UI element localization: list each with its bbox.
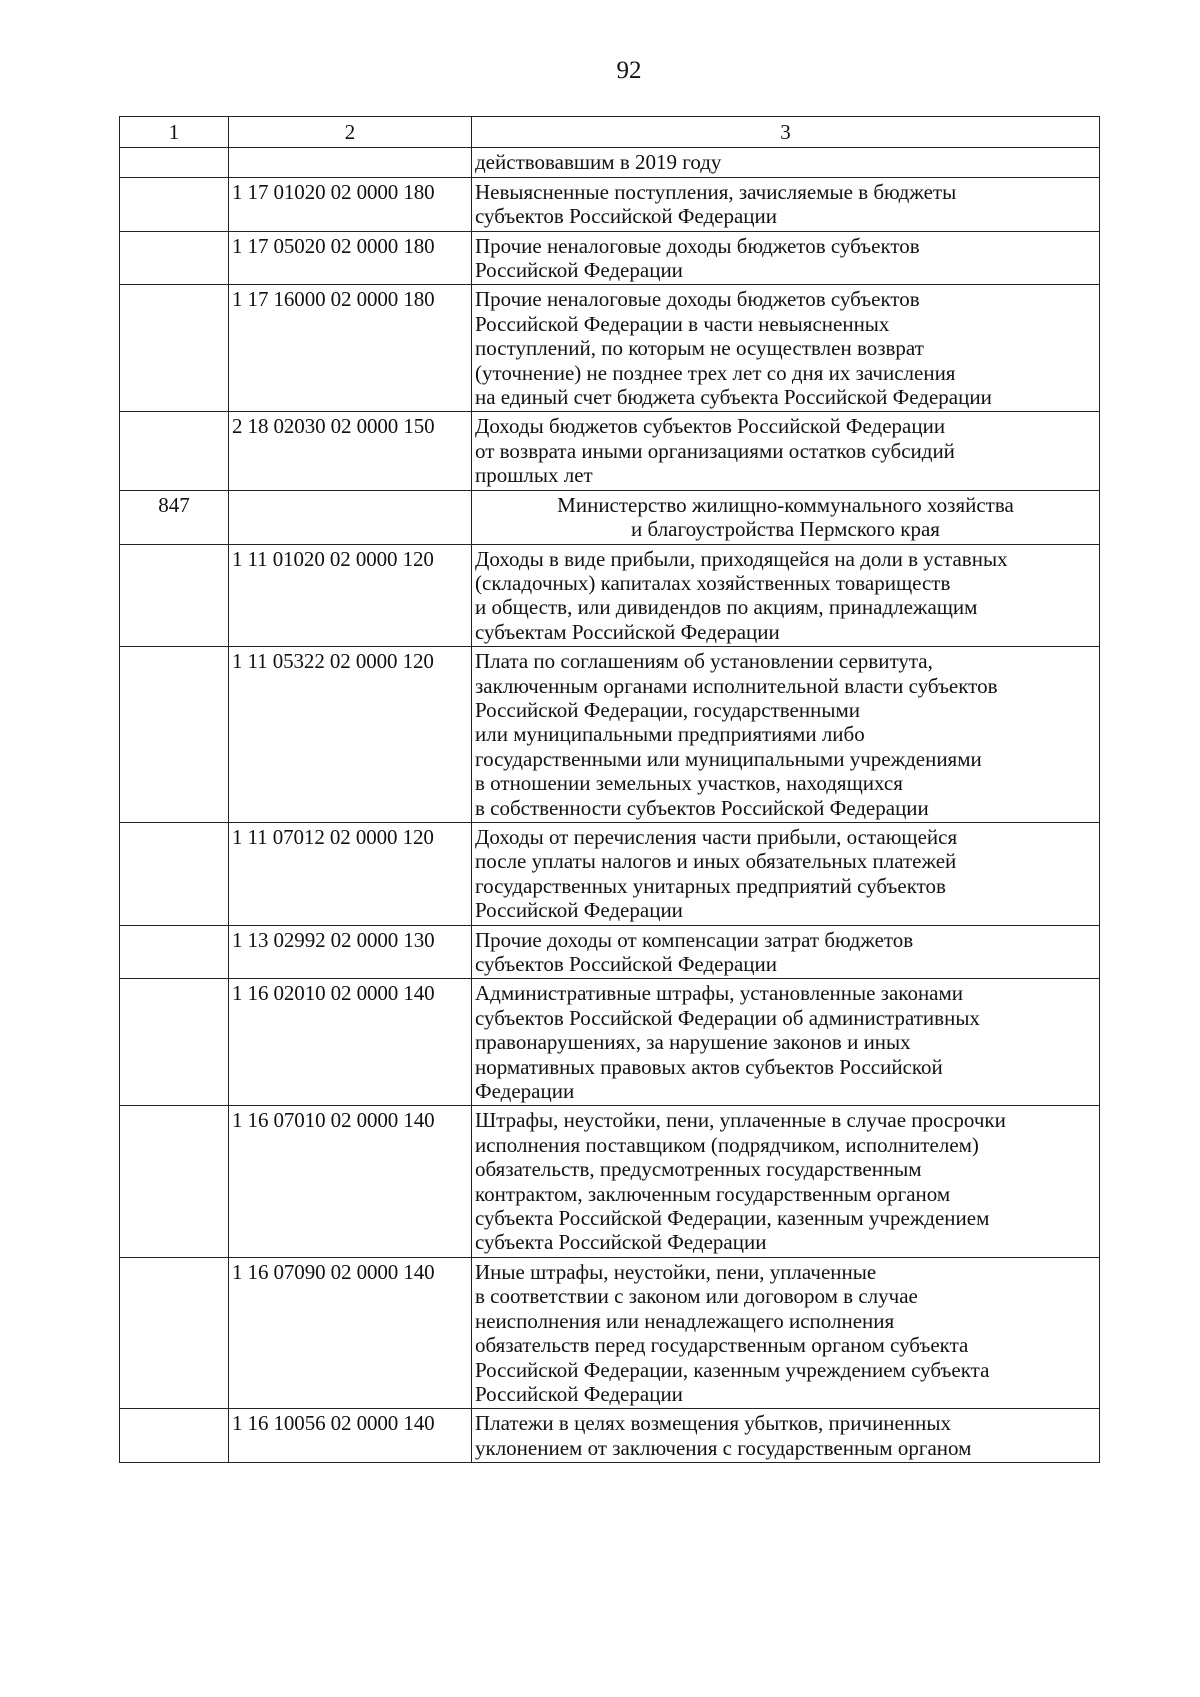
description-cell: Доходы от перечисления части прибыли, остающейся после уплаты налогов и иных обязательных платежей государственных унитарных предприятий субъектов Российской Федерации: [472, 822, 1100, 925]
header-cell-1: 1: [120, 117, 229, 148]
administrator-code-cell: [120, 231, 229, 285]
administrator-code-cell: [120, 148, 229, 177]
table-row: [120, 231, 1100, 285]
table-row: [120, 925, 1100, 979]
header-cell-2: 2: [229, 117, 472, 148]
description-cell: Штрафы, неустойки, пени, уплаченные в случае просрочки исполнения поставщиком (подрядчиком, исполнителем) обязательств, предусмотренных государственным контрактом, заключенным государственным органом субъекта Российской Федерации, казенным учреждением субъекта Российской Федерации: [472, 1106, 1100, 1257]
administrator-code-cell: [120, 1257, 229, 1408]
administrator-code-cell: [120, 412, 229, 490]
revenue-code-cell: [229, 148, 472, 177]
header-cell-3: 3: [472, 117, 1100, 148]
table-body: [120, 117, 1100, 1463]
description-cell: Плата по соглашениям об установлении сервитута, заключенным органами исполнительной власти субъектов Российской Федерации, государственными или муниципальными предприятиями либо государственными или муниципальными учреждениями в отношении земельных участков, находящихся в собственности субъектов Российской Федерации: [472, 647, 1100, 823]
revenue-code-cell: 1 11 07012 02 0000 120: [229, 822, 472, 925]
description-cell: Платежи в целях возмещения убытков, причиненных уклонением от заключения с государственным органом: [472, 1409, 1100, 1463]
table-row: [120, 148, 1100, 177]
description-cell: действовавшим в 2019 году: [472, 148, 1100, 177]
revenue-code-cell: 1 11 01020 02 0000 120: [229, 544, 472, 647]
revenue-code-cell: [229, 490, 472, 544]
table-header-row: [120, 117, 1100, 148]
revenue-code-cell: 2 18 02030 02 0000 150: [229, 412, 472, 490]
description-cell: Иные штрафы, неустойки, пени, уплаченные в соответствии с законом или договором в случае неисполнения или ненадлежащего исполнения обязательств перед государственным органом субъекта Российской Федерации, казенным учреждением субъекта Российской Федерации: [472, 1257, 1100, 1408]
description-cell: Доходы бюджетов субъектов Российской Федерации от возврата иными организациями остатков субсидий прошлых лет: [472, 412, 1100, 490]
revenue-code-cell: 1 13 02992 02 0000 130: [229, 925, 472, 979]
table-row: [120, 979, 1100, 1106]
description-cell: Невыясненные поступления, зачисляемые в бюджеты субъектов Российской Федерации: [472, 177, 1100, 231]
revenue-code-cell: 1 16 07090 02 0000 140: [229, 1257, 472, 1408]
description-cell: Прочие неналоговые доходы бюджетов субъектов Российской Федерации: [472, 231, 1100, 285]
revenue-code-cell: 1 16 07010 02 0000 140: [229, 1106, 472, 1257]
table-row: [120, 490, 1100, 544]
table-row: [120, 544, 1100, 647]
description-cell: Доходы в виде прибыли, приходящейся на доли в уставных (складочных) капиталах хозяйственных товариществ и обществ, или дивидендов по акциям, принадлежащим субъектам Российской Федерации: [472, 544, 1100, 647]
revenue-code-cell: 1 17 16000 02 0000 180: [229, 285, 472, 412]
page-number: 92: [616, 57, 642, 84]
administrator-code-cell: [120, 177, 229, 231]
description-cell: Прочие неналоговые доходы бюджетов субъектов Российской Федерации в части невыясненных поступлений, по которым не осуществлен возврат (уточнение) не позднее трех лет со дня их зачисления на единый счет бюджета субъекта Российской Федерации: [472, 285, 1100, 412]
administrator-code-cell: [120, 1409, 229, 1463]
revenue-codes-table: [119, 116, 1100, 1463]
administrator-code-cell: [120, 1106, 229, 1257]
table-row: [120, 1106, 1100, 1257]
table-row: [120, 647, 1100, 823]
administrator-code-cell: [120, 822, 229, 925]
revenue-code-cell: 1 16 02010 02 0000 140: [229, 979, 472, 1106]
administrator-code-cell: [120, 285, 229, 412]
administrator-code-cell: [120, 925, 229, 979]
description-cell: Административные штрафы, установленные законами субъектов Российской Федерации об административных правонарушениях, за нарушение законов и иных нормативных правовых актов субъектов Российской Федерации: [472, 979, 1100, 1106]
administrator-code-cell: 847: [120, 490, 229, 544]
revenue-code-cell: 1 11 05322 02 0000 120: [229, 647, 472, 823]
revenue-code-cell: 1 16 10056 02 0000 140: [229, 1409, 472, 1463]
table-row: [120, 822, 1100, 925]
administrator-code-cell: [120, 544, 229, 647]
table-row: [120, 1409, 1100, 1463]
table-row: [120, 285, 1100, 412]
revenue-code-cell: 1 17 01020 02 0000 180: [229, 177, 472, 231]
administrator-code-cell: [120, 647, 229, 823]
table-row: [120, 412, 1100, 490]
description-cell: Министерство жилищно-коммунального хозяйства и благоустройства Пермского края: [472, 490, 1100, 544]
revenue-code-cell: 1 17 05020 02 0000 180: [229, 231, 472, 285]
table-row: [120, 177, 1100, 231]
description-cell: Прочие доходы от компенсации затрат бюджетов субъектов Российской Федерации: [472, 925, 1100, 979]
table-row: [120, 1257, 1100, 1408]
administrator-code-cell: [120, 979, 229, 1106]
